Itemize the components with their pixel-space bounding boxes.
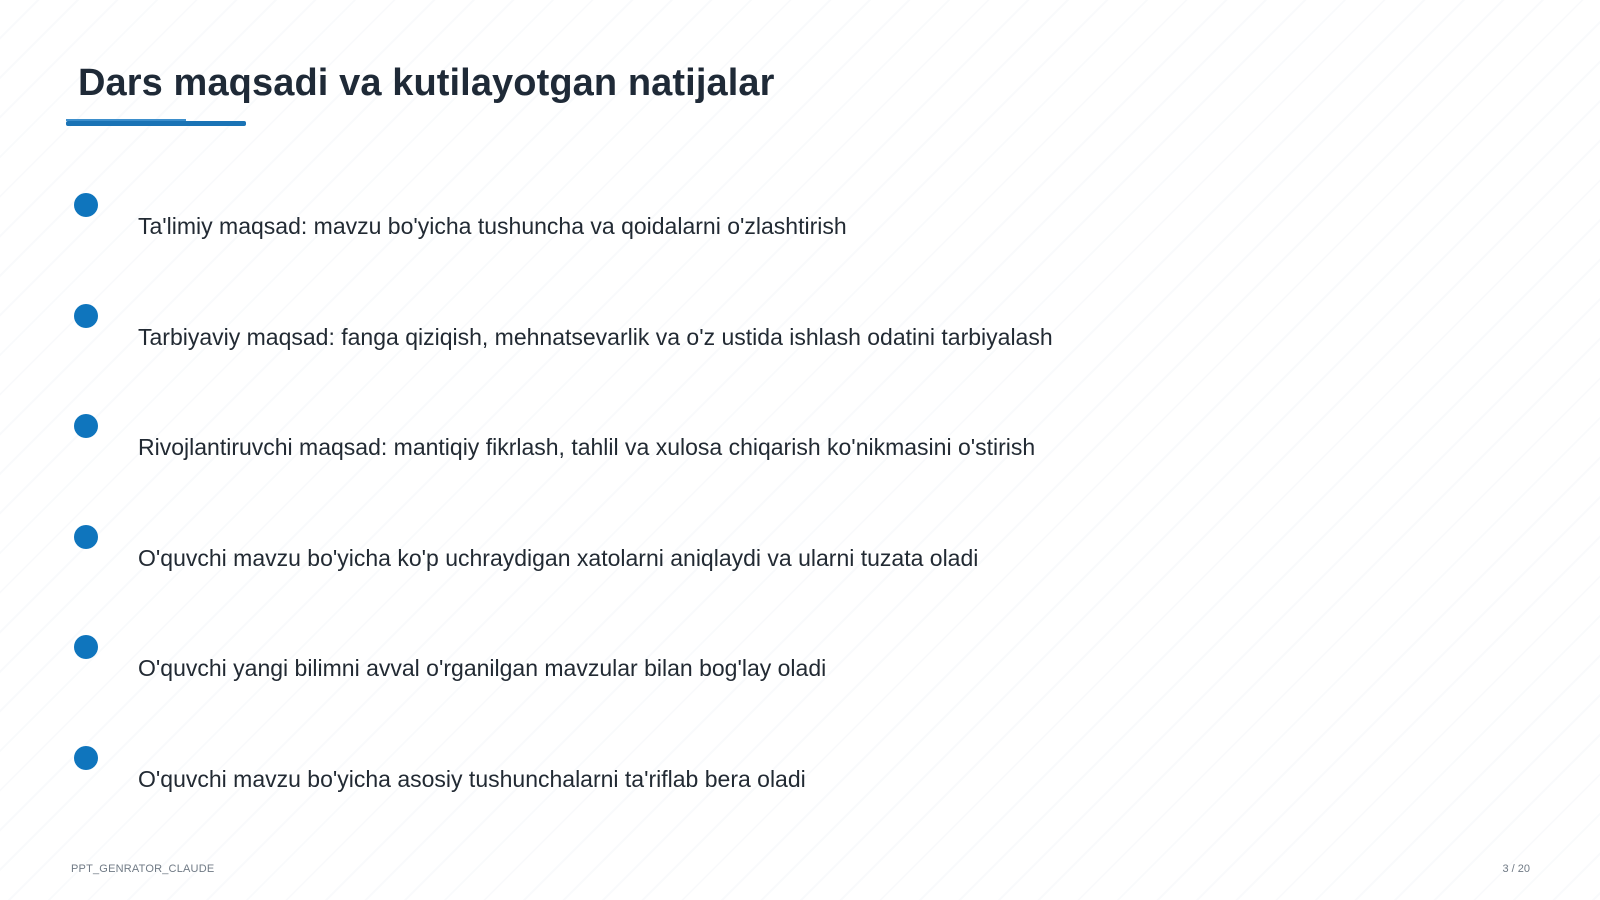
bullet-dot-icon [74, 525, 98, 549]
bullet-item-5 [0, 635, 1600, 695]
bullet-text: O'quvchi mavzu bo'yicha asosiy tushunchalarni ta'riflab bera oladi [138, 766, 806, 792]
slide-title: Dars maqsadi va kutilayotgan natijalar [78, 62, 775, 104]
bullet-dot-icon [74, 414, 98, 438]
bullet-dot-icon [74, 304, 98, 328]
bullet-text: O'quvchi mavzu bo'yicha ko'p uchraydigan xatolarni aniqlaydi va ularni tuzata oladi [138, 545, 979, 571]
bullet-dot-icon [74, 635, 98, 659]
bullet-item-3 [0, 414, 1600, 474]
bullet-item-4 [0, 525, 1600, 585]
bullet-text: Ta'limiy maqsad: mavzu bo'yicha tushuncha va qoidalarni o'zlashtirish [138, 213, 847, 239]
bullet-dot-icon [74, 193, 98, 217]
bullet-text: Rivojlantiruvchi maqsad: mantiqiy fikrlash, tahlil va xulosa chiqarish ko'nikmasini o'stirish [138, 434, 1036, 460]
bullet-item-6 [0, 746, 1600, 806]
bullet-item-2 [0, 304, 1600, 364]
bullet-text: Tarbiyaviy maqsad: fanga qiziqish, mehnatsevarlik va o'z ustida ishlash odatini tarbiyalash [138, 324, 1053, 350]
footer-brand: PPT_GENRATOR_CLAUDE [71, 863, 215, 875]
bullet-dot-icon [74, 746, 98, 770]
bullet-item-1 [0, 193, 1600, 253]
bullet-text: O'quvchi yangi bilimni avval o'rganilgan mavzular bilan bog'lay oladi [138, 655, 827, 681]
page-indicator: 3 / 20 [1502, 863, 1530, 875]
